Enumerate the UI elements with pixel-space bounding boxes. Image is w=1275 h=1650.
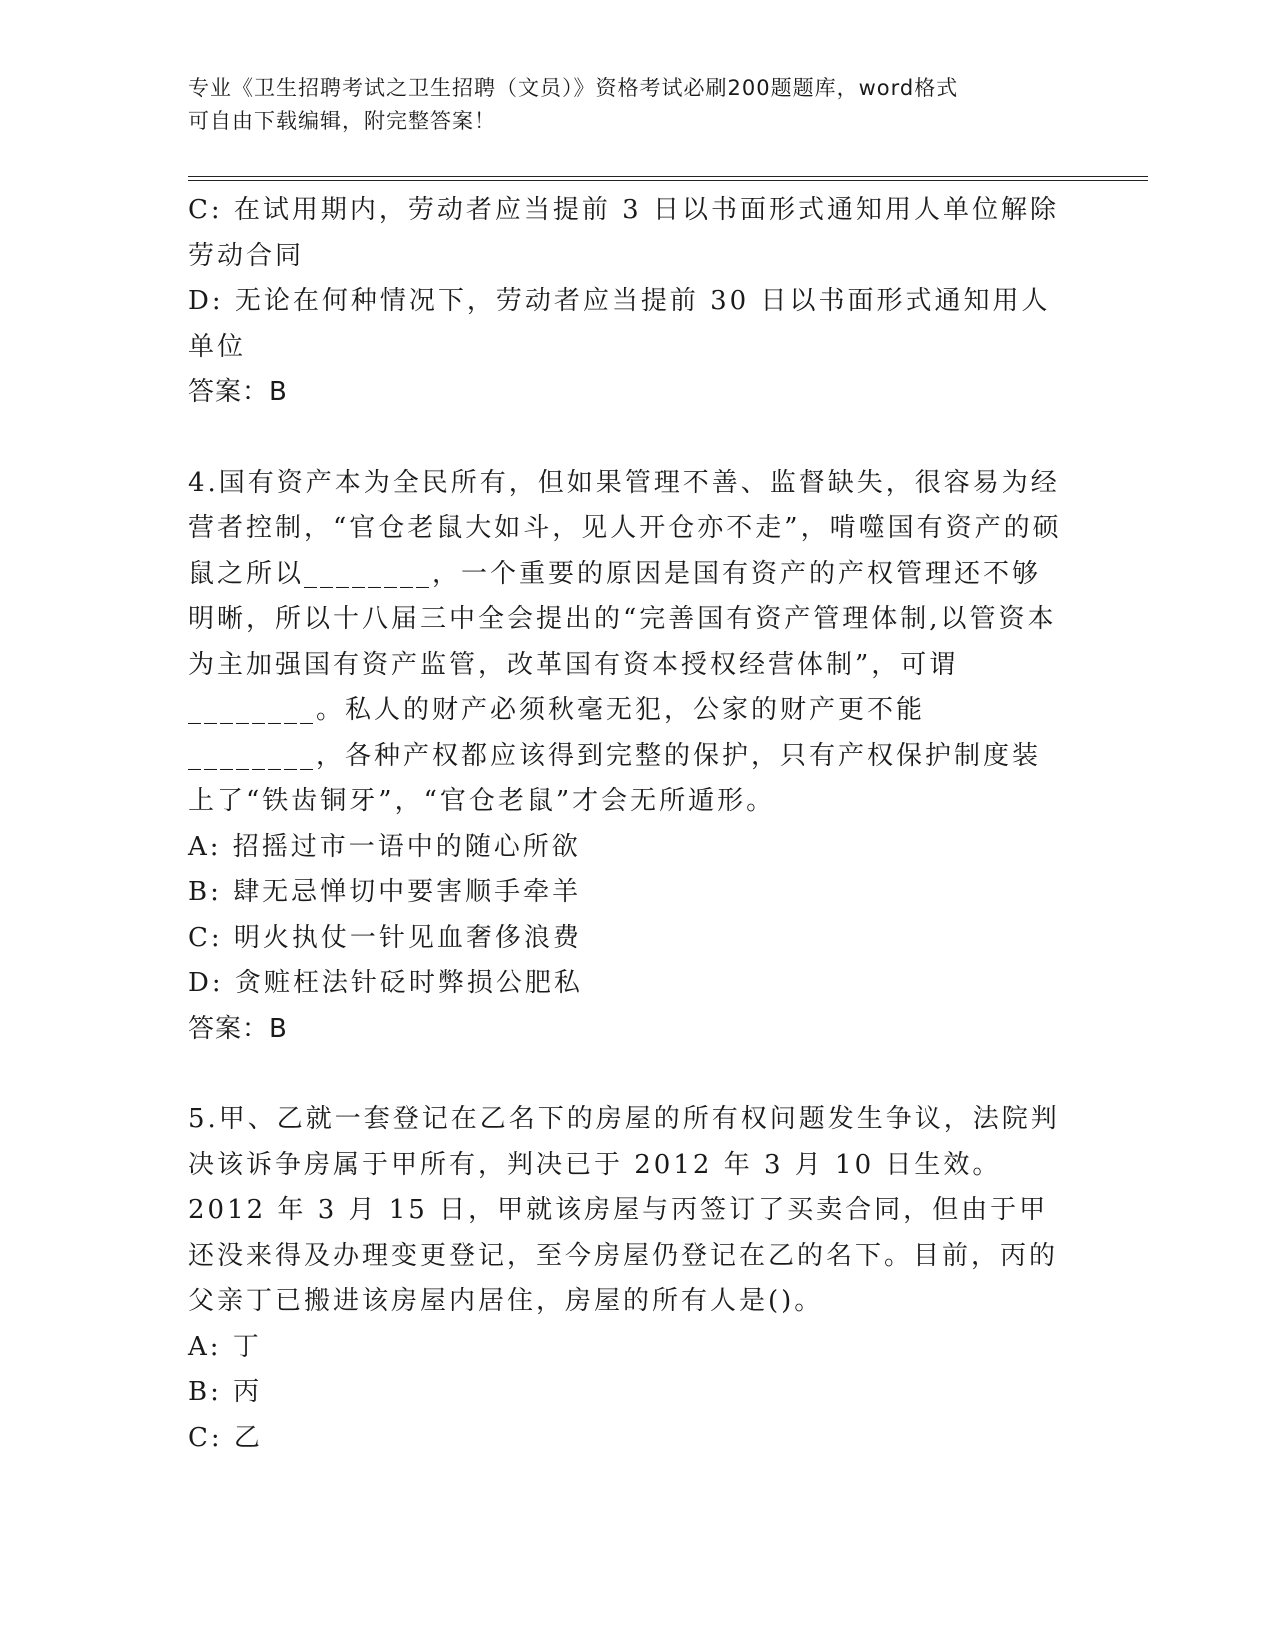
question-4-answer: 答案：B — [188, 1013, 288, 1044]
question-5-stem: 5.甲、乙就一套登记在乙名下的房屋的所有权问题发生争议，法院判决该诉争房属于甲所有，判决已于 2012 年 3 月 10 日生效。2012 年 3 月 15 日，甲就该房屋与丙签订了买卖合同，但由于甲还没来得及办理变更登记，至今房屋仍登记在乙的名下。目前，丙的父亲丁已搬进该房屋内居住，房屋的所有人是()。 — [188, 1104, 1060, 1316]
question-3-option-d: D: 无论在何种情况下，劳动者应当提前 30 日以书面形式通知用人单位 — [188, 286, 1051, 362]
question-5-option-c: C: 乙 — [188, 1422, 263, 1453]
question-4-option-b: B: 肆无忌惮切中要害顺手牵羊 — [188, 877, 582, 907]
question-3-answer: 答案：B — [188, 377, 288, 407]
question-3-option-c: C: 在试用期内，劳动者应当提前 3 日以书面形式通知用人单位解除劳动合同 — [188, 195, 1059, 271]
page-header — [188, 72, 1068, 138]
question-5-option-b: B: 丙 — [188, 1377, 263, 1407]
spacer — [188, 1052, 1068, 1097]
header-title-line-2: 可自由下载编辑，附完整答案！ — [188, 109, 496, 133]
question-4-option-d: D: 贪赃枉法针砭时弊损公肥私 — [188, 968, 583, 998]
spacer — [188, 416, 1068, 461]
document-body — [188, 188, 1068, 1461]
question-4-option-c: C: 明火执仗一针见血奢侈浪费 — [188, 922, 582, 953]
question-4-stem: 4.国有资产本为全民所有，但如果管理不善、监督缺失，很容易为经营者控制，“官仓老鼠大如斗，见人开仓亦不走”，啃噬国有资产的硕鼠之所以________，一个重要的原因是国有资产的产权管理还不够明晰，所以十八届三中全会提出的“完善国有资产管理体制,以管资本为主加强国有资产监管，改革国有资本授权经营体制”，可谓________。私人的财产必须秋毫无犯，公家的财产更不能________，各种产权都应该得到完整的保护，只有产权保护制度装上了“铁齿铜牙”，“官仓老鼠”才会无所遁形。 — [188, 467, 1062, 816]
question-5-option-a: A: 丁 — [188, 1331, 262, 1362]
header-divider — [188, 176, 1148, 181]
question-4-option-a: A: 招摇过市一语中的随心所欲 — [188, 831, 581, 862]
header-title-line-1: 专业《卫生招聘考试之卫生招聘（文员）》资格考试必刷200题题库，word格式 — [188, 76, 959, 100]
